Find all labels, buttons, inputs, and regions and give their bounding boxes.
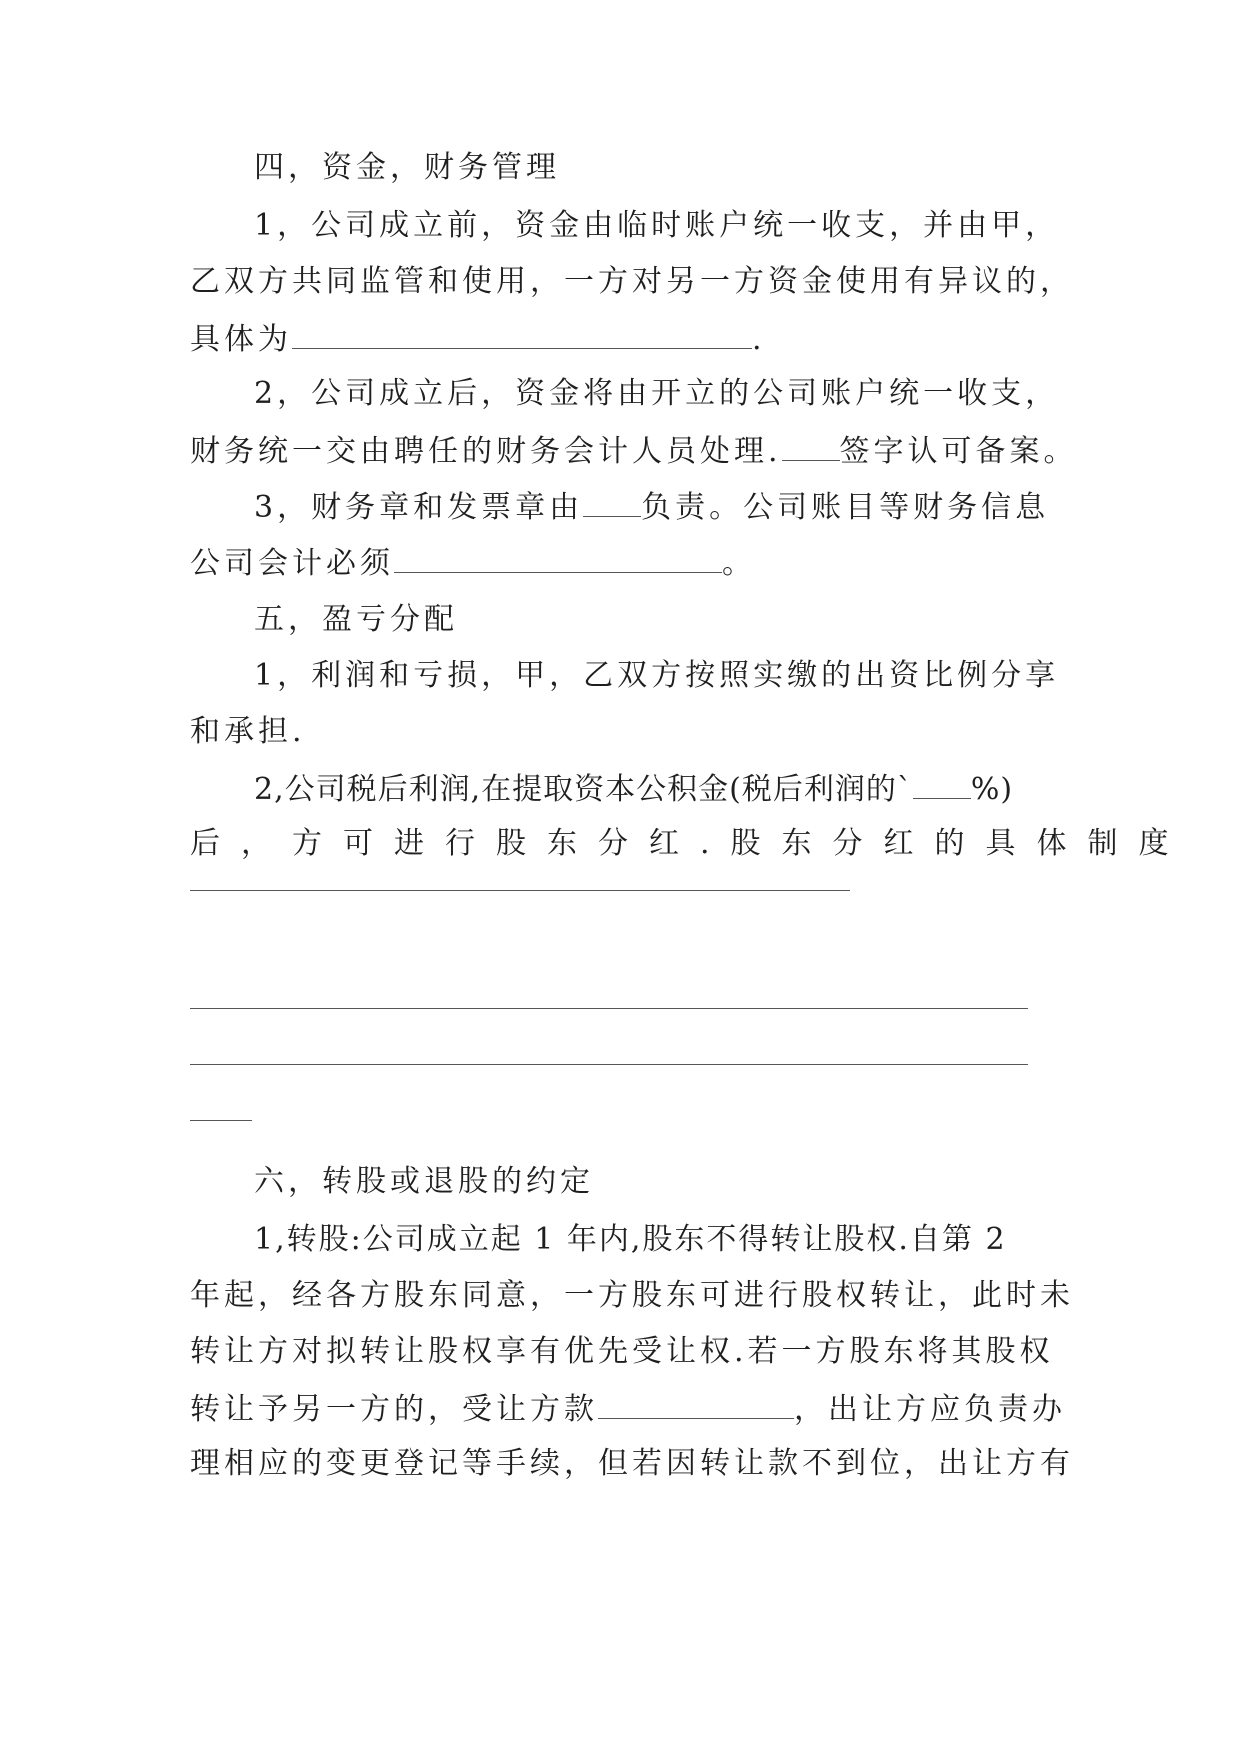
section-4-item-2-line-1: 2，公司成立后，资金将由开立的公司账户统一收支， — [254, 376, 1060, 411]
blank-rule — [190, 1120, 252, 1121]
section-6-line-4 — [190, 1388, 1066, 1430]
item-2-line-1-prefix: 2,公司税后利润,在提取资本公积金(税后利润的` — [254, 772, 913, 807]
section-4-item-3-line-1 — [254, 486, 1049, 528]
section-5-heading: 五，盈亏分配 — [254, 602, 458, 637]
item-1-line-3-prefix: 具体为 — [190, 322, 292, 357]
section-4-item-1-line-2: 乙双方共同监管和使用，一方对另一方资金使用有异议的， — [190, 264, 1074, 299]
item-2-line-2-prefix: 财务统一交由聘任的财务会计人员处理. — [190, 434, 782, 469]
section-5-item-1-line-2: 和承担. — [190, 714, 306, 749]
fill-in-blank — [782, 430, 840, 461]
section-4-item-1-line-3 — [190, 318, 766, 360]
line-4-prefix: 转让予另一方的，受让方款 — [190, 1392, 598, 1427]
section-6-line-3: 转让方对拟转让股权享有优先受让权.若一方股东将其股权 — [190, 1334, 1054, 1369]
item-3-line-1-suffix: 负责。公司账目等财务信息 — [641, 490, 1050, 525]
section-6-line-5: 理相应的变更登记等手续，但若因转让款不到位，出让方有 — [190, 1446, 1074, 1481]
section-5-item-2-line-1 — [254, 768, 1013, 810]
section-6-heading: 六，转股或退股的约定 — [254, 1164, 594, 1199]
fill-in-blank — [913, 768, 971, 799]
section-4-item-3-line-2 — [190, 542, 756, 584]
item-2-line-2-suffix: 签字认可备案。 — [839, 434, 1078, 469]
item-1-line-3-suffix: . — [752, 322, 766, 357]
section-5-item-1-line-1: 1，利润和亏损，甲，乙双方按照实缴的出资比例分享 — [254, 658, 1060, 693]
fill-in-blank — [292, 318, 752, 349]
section-4-item-2-line-2 — [190, 430, 1078, 472]
fill-in-blank — [598, 1388, 794, 1419]
section-4-item-1-line-1: 1，公司成立前，资金由临时账户统一收支，并由甲， — [254, 208, 1060, 243]
section-4-heading: 四，资金，财务管理 — [254, 150, 560, 185]
item-2-line-1-suffix: %) — [970, 772, 1014, 807]
section-5-item-2-line-2: 后，方可进行股东分红.股东分红的具体制度 — [190, 826, 1190, 861]
fill-in-blank — [394, 542, 722, 573]
line-4-suffix: ，出让方应负责办 — [794, 1392, 1066, 1427]
section-6-line-1: 1,转股:公司成立起 1 年内,股东不得转让股权.自第 2 — [254, 1222, 1007, 1257]
blank-rule — [190, 1008, 1028, 1009]
blank-rule — [190, 890, 850, 891]
blank-rule — [190, 1064, 1028, 1065]
section-6-line-2: 年起，经各方股东同意，一方股东可进行股权转让，此时未 — [190, 1278, 1074, 1313]
item-3-line-2-prefix: 公司会计必须 — [190, 546, 394, 581]
fill-in-blank — [583, 486, 641, 517]
item-3-line-1-prefix: 3，财务章和发票章由 — [254, 490, 584, 525]
item-3-line-2-suffix: 。 — [722, 546, 756, 581]
